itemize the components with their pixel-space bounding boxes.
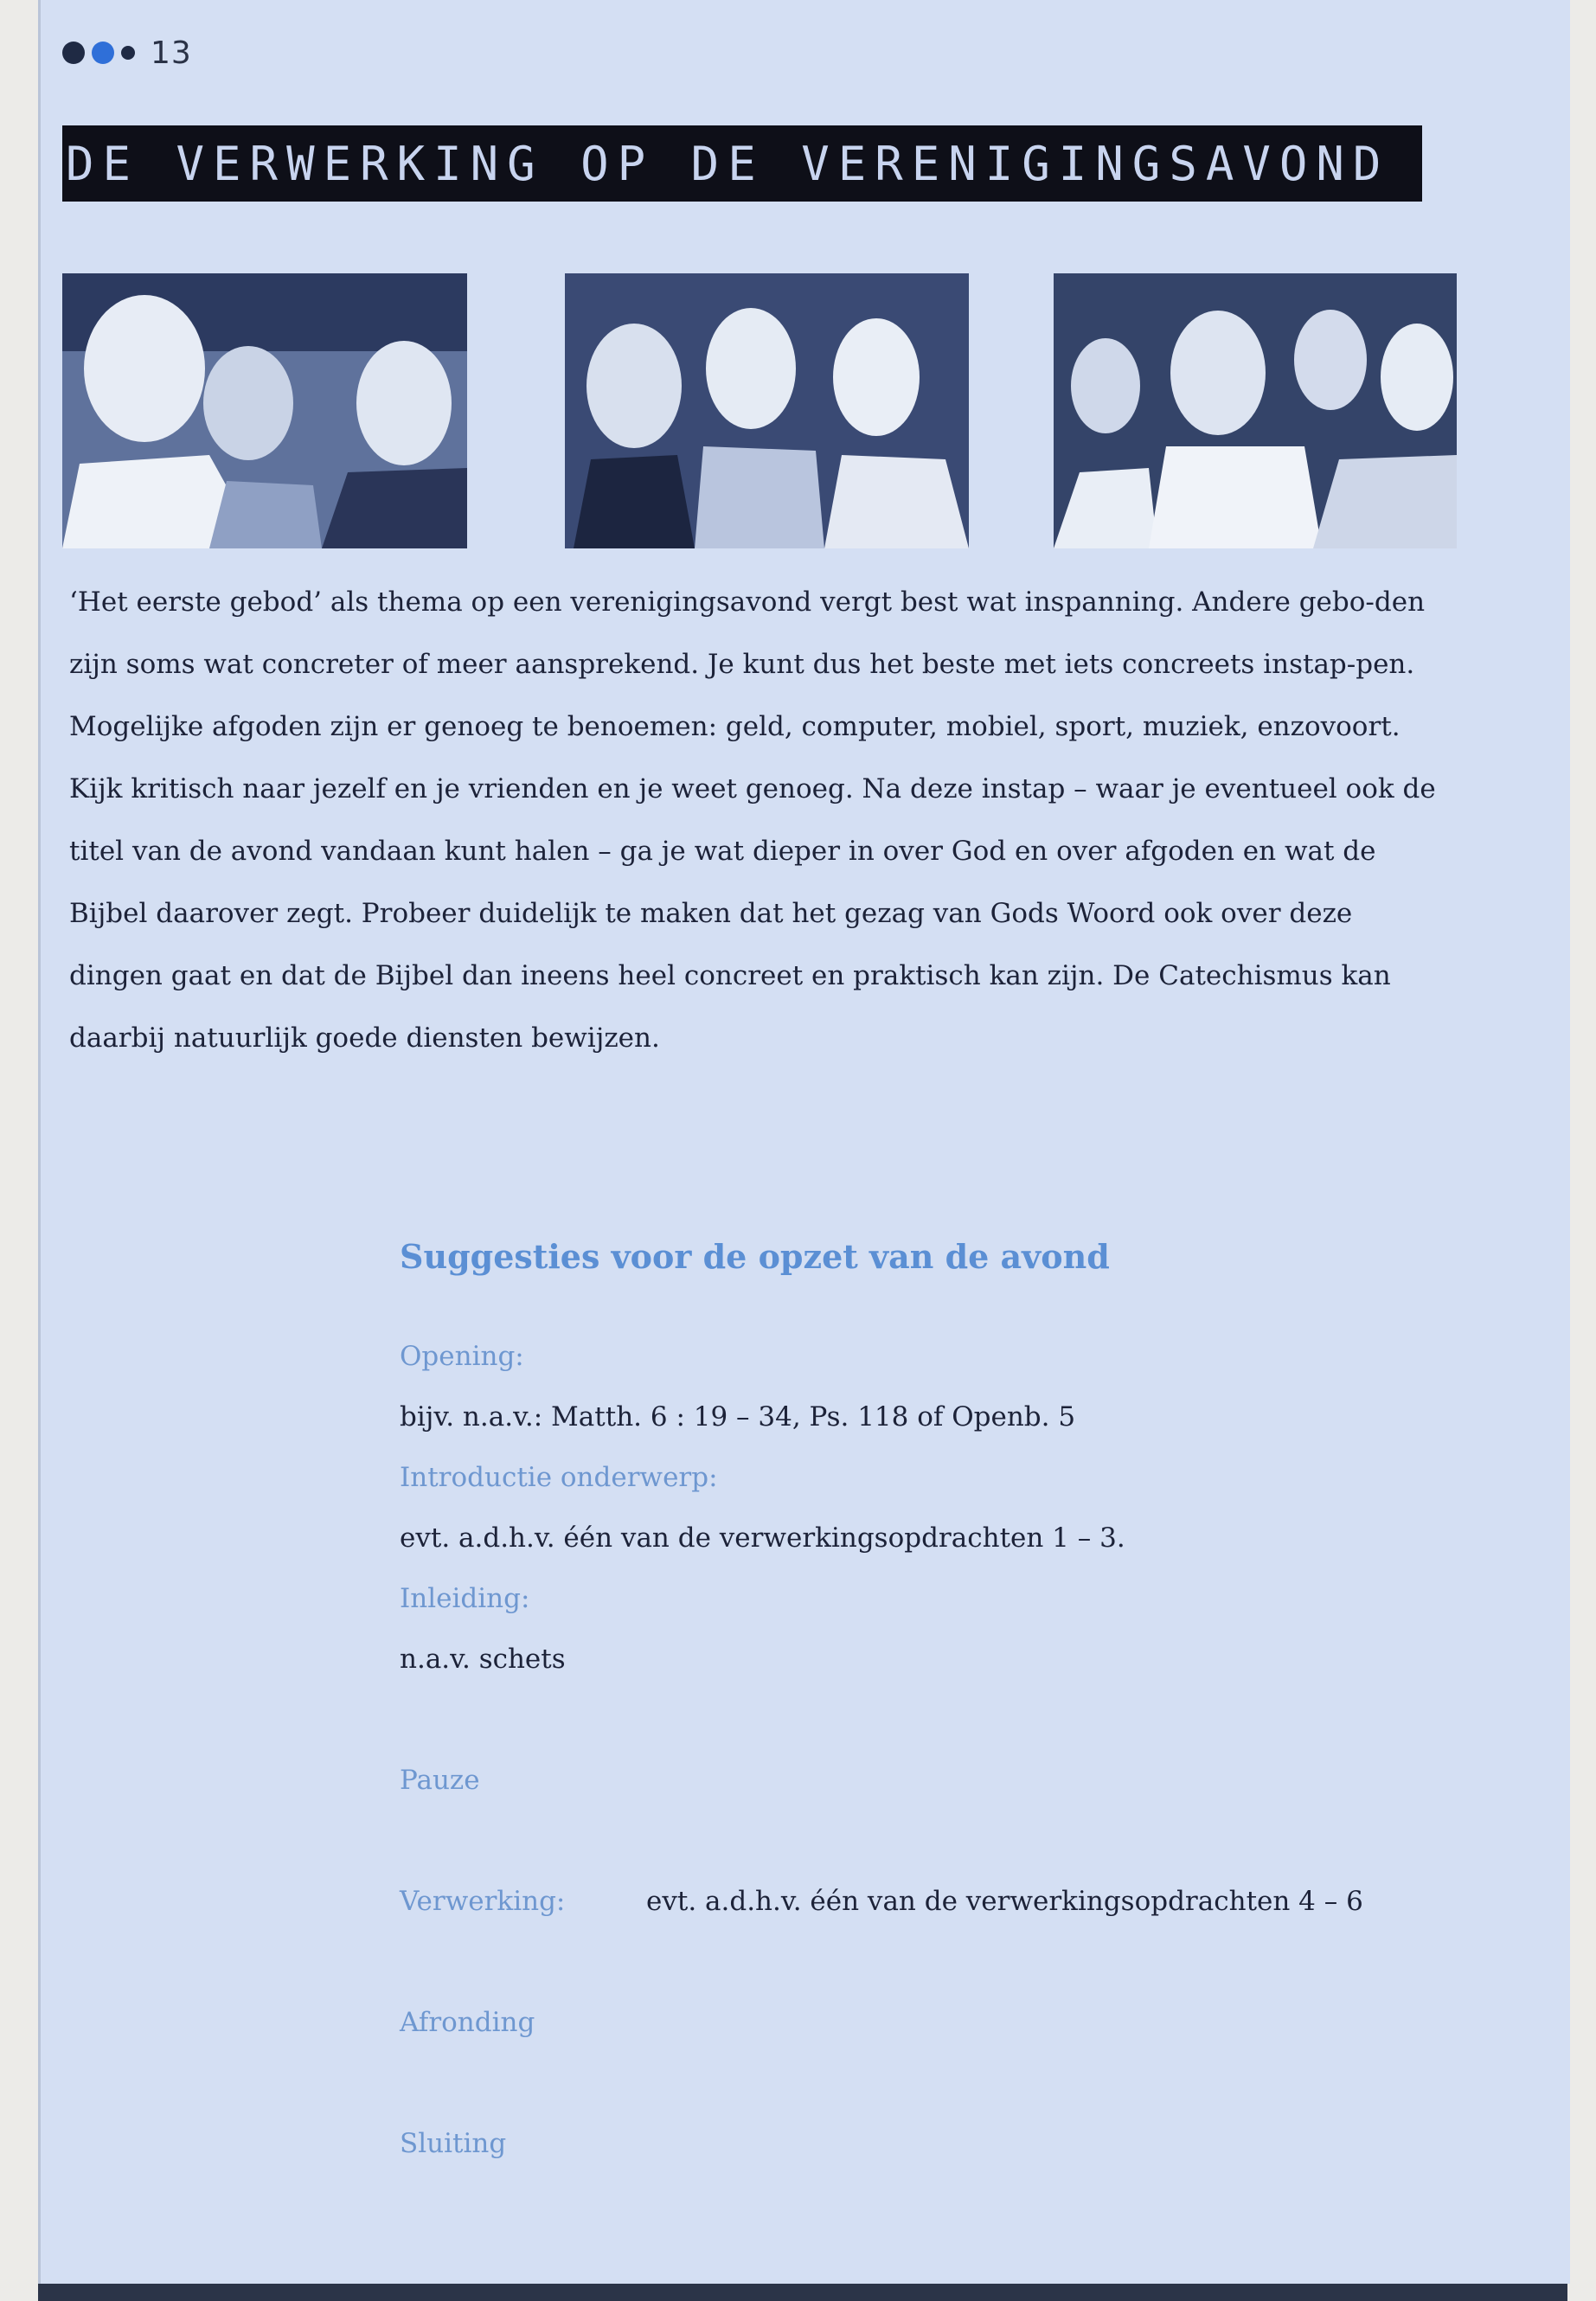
- verwerking-label: Verwerking:: [400, 1886, 566, 1917]
- opening-value: bijv. n.a.v.: Matth. 6 : 19 – 34, Ps. 118 of Openb. 5: [400, 1401, 1076, 1433]
- opening-label: Opening:: [400, 1341, 524, 1372]
- intro-label: Introductie onderwerp:: [400, 1462, 718, 1493]
- page-header: [62, 35, 192, 71]
- dot-icon: [92, 42, 114, 64]
- intro-value: evt. a.d.h.v. één van de verwerkingsopdrachten 1 – 3.: [400, 1522, 1125, 1554]
- page-bottom-edge: [38, 2284, 1567, 2301]
- photo-group-3: [1054, 273, 1457, 548]
- photo-group-2: [565, 273, 969, 548]
- pauze-label: Pauze: [400, 1765, 480, 1796]
- suggestions-title: Suggesties voor de opzet van de avond: [400, 1237, 1110, 1276]
- body-paragraph: ‘Het eerste gebod’ als thema op een verenigingsavond vergt best wat inspanning. Andere gebo-den zijn soms wat concreter of meer aansprekend. Je kunt dus het beste met iets concreets instap-pen. Mogelijke afgoden zijn er genoeg te benoemen: geld, computer, mobiel, sport, muziek, enzovoort. Kijk kritisch naar jezelf en je vrienden en je weet genoeg. Na deze instap – waar je eventueel ook de titel van de avond vandaan kunt halen – ga je wat dieper in over God en over afgoden en wat de Bijbel daarover zegt. Probeer duidelijk te maken dat het gezag van Gods Woord ook over deze dingen gaat en dat de Bijbel dan ineens heel concreet en praktisch kan zijn. De Catechismus kan daarbij natuurlijk goede diensten bewijzen.: [69, 586, 1436, 1054]
- sluiting-label: Sluiting: [400, 2128, 507, 2159]
- dot-icon: [121, 46, 135, 60]
- dot-icon: [62, 42, 85, 64]
- verwerking-value: evt. a.d.h.v. één van de verwerkingsopdrachten 4 – 6: [646, 1886, 1363, 1917]
- inleiding-label: Inleiding:: [400, 1583, 530, 1614]
- afronding-label: Afronding: [400, 2007, 535, 2038]
- verwerking-row: [400, 1871, 1481, 1932]
- section-title-bar: [62, 125, 1422, 202]
- suggestions-section: [400, 1237, 1481, 2174]
- photo-group-1: [62, 273, 467, 548]
- inleiding-value: n.a.v. schets: [400, 1644, 566, 1675]
- section-title: DE VERWERKING OP DE VERENIGINGSAVOND: [66, 136, 1390, 191]
- page-number: 13: [151, 35, 192, 71]
